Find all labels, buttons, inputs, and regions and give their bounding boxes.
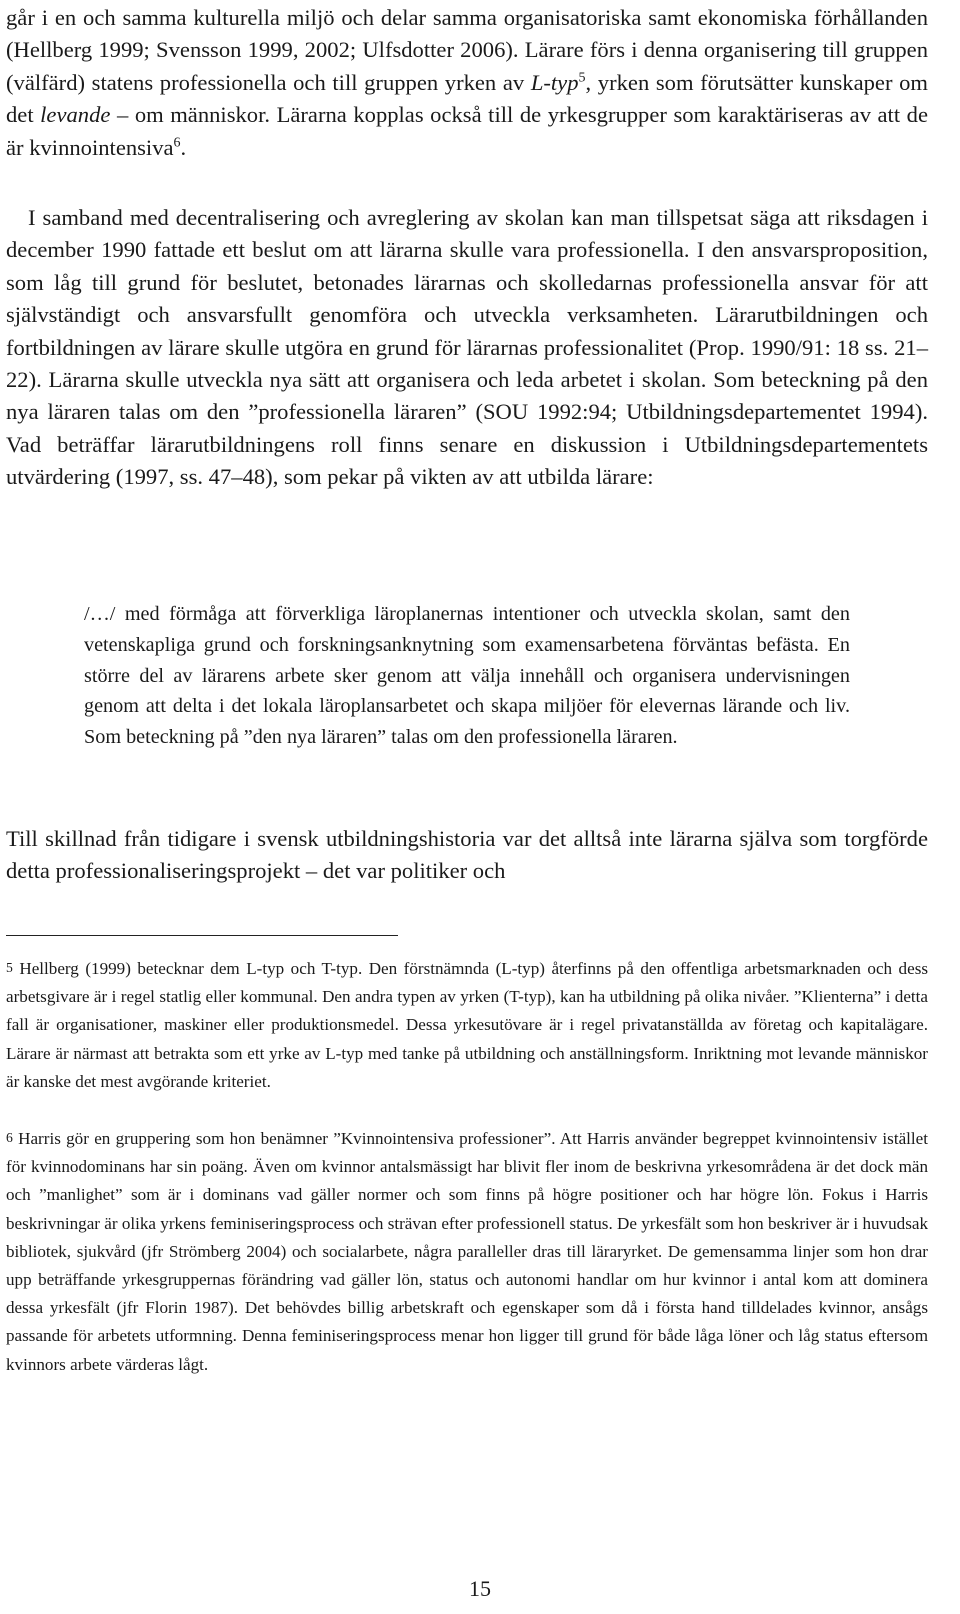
body-paragraph-2: I samband med decentralisering och avreglering av skolan kan man tillspetsat säga att riksdagen i december 1990 fattade ett beslut om att lärarna skulle vara professionella. I den ansvarsproposition, som låg till grund för beslutet, betonades lärarnas och skolledarnas professionella ansvar för att självständigt och ansvarsfullt genomföra och utveckla verksamheten. Lärarutbildningen och fortbildningen av lärare skulle utgöra en grund för lärarnas professionalitet (Prop. 1990/91: 18 ss. 21–22). Lärarna skulle utveckla nya sätt att organisera och leda arbetet i skolan. Som beteckning på den nya läraren talas om den ”professionella läraren” (SOU 1992:94; Utbildningsdepartementet 1994). Vad beträffar lärarutbildningens roll finns senare en diskussion i Utbildningsdepartementets utvärdering (1997, ss. 47–48), som pekar på vikten av att utbilda lärare: (6, 205, 928, 490)
paragraph-text: . (180, 134, 187, 160)
body-paragraph-3: Till skillnad från tidigare i svensk utbildningshistoria var det alltså inte lärarna själva som torgförde detta professionaliseringsprojekt – det var politiker och (6, 826, 928, 884)
paragraph-text: – om människor. Lärarna kopplas också till de yrkesgrupper som karaktäriseras av att de är kvinnointensiva (6, 102, 928, 160)
paragraph-text: går i en och samma kulturella miljö och delar samma organisatoriska samt ekonomiska förhållanden (Hellberg 1999; Svensson 1999, 2002; Ulfsdotter 2006). Lärare förs i denna organisering till gruppen (välfärd) statens professionella och till gruppen yrken av (6, 5, 928, 95)
footnote-number: 6 (6, 1130, 13, 1145)
footnote-ref-5[interactable]: 5 (578, 70, 586, 86)
footnote-5 (6, 954, 928, 1096)
body-paragraph-1 (6, 2, 928, 158)
footnote-ref-6[interactable]: 6 (173, 135, 181, 151)
footnote-6 (6, 1124, 928, 1379)
footnote-number: 5 (6, 960, 13, 975)
footnote-text: Hellberg (1999) betecknar dem L-typ och T-typ. Den förstnämnda (L-typ) återfinns på den offentliga arbetsmarknaden och dess arbetsgivare är i regel statlig eller kommunal. Den andra typen av yrken (T-typ), kan ha utbildning på olika nivåer. ”Klienterna” i detta fall är organisationer, maskiner eller produktionsmedel. Dessa yrkesutövare är i regel privatanställda av företag och kapitalägare. Lärare är närmast att betrakta som ett yrke av L-typ med tanke på utbildning och anställningsform. Inriktning mot levande människor är kanske det mest avgörande kriteriet. (6, 959, 928, 1091)
footnote-separator (6, 935, 398, 936)
italic-term-ltyp: L-typ (530, 69, 579, 95)
paragraph-text: , yrken som förutsätter kunskaper om det (6, 69, 928, 128)
italic-term-levande: levande (40, 102, 111, 128)
footnote-text: Harris gör en gruppering som hon benämner ”Kvinnointensiva professioner”. Att Harris använder begreppet kvinnointensiv istället för kvinnodominans har sin poäng. Även om kvinnor antalsmässigt har blivit fler inom de beskrivna yrkesområdena är det dock män och ”manlighet” som är i dominans vad gäller normer och som finns på högre positioner och har högre lön. Fokus i Harris beskrivningar är olika yrkens feminiseringsprocess och strävan efter professionell status. De yrkesfält som hon beskriver är i huvudsak bibliotek, sjukvård (jfr Strömberg 2004) och socialarbete, några paralleller dras till läraryrket. De gemensamma linjer som hon drar upp beträffande yrkesgruppernas förändring vad gäller lön, status och autonomi handlar om hur kvinnor i antal kom att dominera dessa yrkesfält (jfr Florin 1987). Det behövdes billig arbetskraft och egenskaper som då i första hand tilldelades kvinnor, ansågs passande för arbetets utformning. Denna feminiseringsprocess menar hon ligger till grund för både låga löner och låg status eftersom kvinnors arbete värderas lågt. (6, 1129, 928, 1374)
block-quote: /…/ med förmåga att förverkliga läroplanernas intentioner och utveckla skolan, samt den vetenskapliga grund och forskningsanknytning som examensarbetena förväntas befästa. En större del av lärarens arbete sker genom att välja innehåll och organisera undervisningen genom att delta i det lokala läroplansarbetet och skapa miljöer för elevernas lärande och liv. Som beteckning på ”den nya läraren” talas om den professionella läraren. (84, 603, 850, 749)
page-number: 15 (469, 1576, 491, 1601)
